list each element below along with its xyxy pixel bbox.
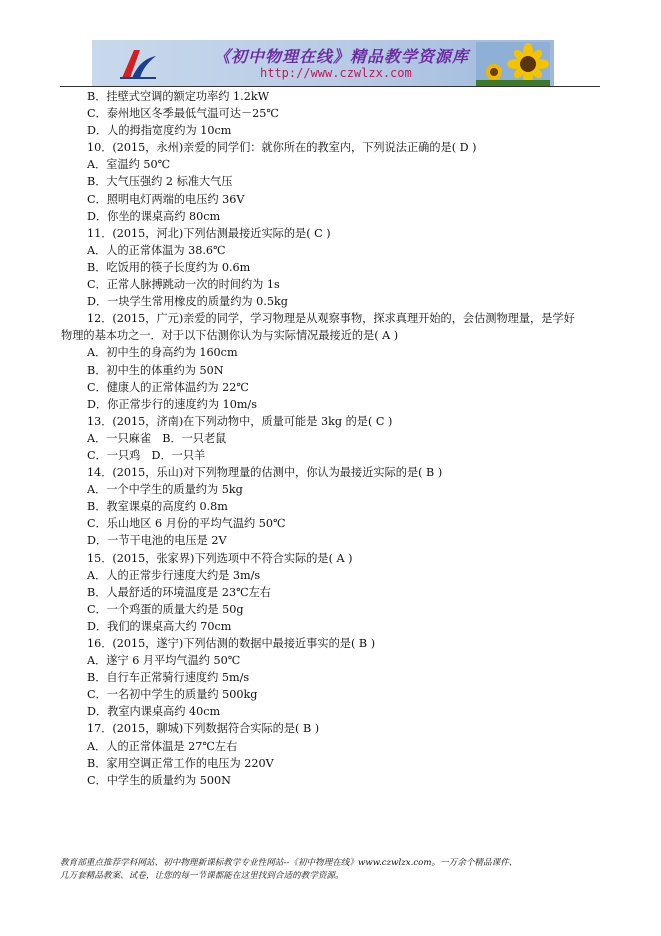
- option-line: A．人的正常步行速度大约是 3m/s: [87, 568, 261, 582]
- option-line: A．人的正常体温是 27℃左右: [87, 739, 238, 753]
- option-line: C．正常人脉搏跳动一次的时间约为 1s: [87, 278, 280, 292]
- option-line: B．人最舒适的环境温度是 23℃左右: [87, 585, 271, 599]
- option-line: A．初中生的身高约为 160cm: [87, 346, 238, 360]
- option-line: A．遂宁 6 月平均气温约 50℃: [87, 654, 241, 668]
- footer-line-2: 几万套精品教案、试卷，让您的每一节课都能在这里找到合适的教学资源。: [60, 871, 344, 881]
- option-line: B．挂壁式空调的额定功率约 1.2kW: [87, 90, 270, 103]
- option-line: B．教室课桌的高度约 0.8m: [87, 500, 228, 514]
- question-list: [61, 88, 607, 789]
- header-banner: [92, 40, 554, 86]
- option-line: C．乐山地区 6 月份的平均气温约 50℃: [87, 517, 286, 531]
- footer-line-1: 教育部重点推荐学科网站、初中物理新课标教学专业性网站--《初中物理在线》www.czwlzx.com。一万余个精品课件、: [60, 858, 518, 868]
- option-line: C．一个鸡蛋的质量大约是 50g: [87, 602, 244, 616]
- header-rule: [60, 86, 600, 87]
- option-line: D．一节干电池的电压是 2V: [87, 534, 227, 548]
- option-line: D．你坐的课桌高约 80cm: [87, 209, 221, 223]
- question-line: 13．(2015，济南)在下列动物中，质量可能是 3kg 的是( C ): [87, 414, 393, 428]
- option-line: C．健康人的正常体温约为 22℃: [87, 380, 249, 394]
- sunflower-icon: [476, 42, 550, 86]
- option-line: D．一块学生常用橡皮的质量约为 0.5kg: [87, 295, 288, 309]
- option-line: A．一只麻雀 B．一只老鼠: [87, 431, 227, 445]
- option-line: C．一名初中学生的质量约 500kg: [87, 688, 258, 702]
- site-logo-icon: [116, 44, 160, 82]
- option-line: B．初中生的体重约为 50N: [87, 363, 224, 377]
- option-line: C．一只鸡 D．一只羊: [87, 448, 206, 462]
- option-line: C．中学生的质量约为 500N: [87, 773, 231, 787]
- question-line: 15．(2015，张家界)下列选项中不符合实际的是( A ): [87, 551, 353, 565]
- option-line: B．吃饭用的筷子长度约为 0.6m: [87, 260, 251, 274]
- option-line: D．人的拇指宽度约为 10cm: [87, 124, 232, 138]
- option-line: C．泰州地区冬季最低气温可达－25℃: [87, 107, 279, 121]
- page-footer: [60, 857, 620, 883]
- banner-url[interactable]: http://www.czwlzx.com: [260, 66, 412, 80]
- question-line: 14．(2015，乐山)对下列物理量的估测中，你认为最接近实际的是( B ): [87, 466, 443, 480]
- question-line: 10．(2015，永州)亲爱的同学们：就你所在的教室内，下列说法正确的是( D ): [87, 141, 477, 155]
- option-line: D．我们的课桌高大约 70cm: [87, 619, 232, 633]
- option-line: A．室温约 50℃: [87, 158, 171, 172]
- option-line: B．自行车正常骑行速度约 5m/s: [87, 671, 250, 685]
- question-line: 12．(2015，广元)亲爱的同学，学习物理是从观察事物，探求真理开始的，会估测物理量，是学好: [87, 312, 575, 326]
- question-line: 16．(2015，遂宁)下列估测的数据中最接近事实的是( B ): [87, 637, 376, 650]
- option-line: D．教室内课桌高约 40cm: [87, 705, 221, 719]
- option-line: D．你正常步行的速度约为 10m/s: [87, 397, 257, 411]
- question-line: 17．(2015，聊城)下列数据符合实际的是( B ): [87, 722, 320, 736]
- option-line: B．大气压强约 2 标准大气压: [87, 175, 233, 189]
- option-line: B．家用空调正常工作的电压为 220V: [87, 756, 274, 770]
- option-line: A．一个中学生的质量约为 5kg: [87, 483, 243, 497]
- question-line: 11．(2015，河北)下列估测最接近实际的是( C ): [87, 226, 331, 240]
- option-line: C．照明电灯两端的电压约 36V: [87, 192, 245, 206]
- option-line: A．人的正常体温为 38.6℃: [87, 243, 226, 257]
- question-line-continued: 物理的基本功之一．对于以下估测你认为与实际情况最接近的是( A ): [61, 329, 399, 343]
- banner-title: 《初中物理在线》精品教学资源库: [214, 47, 470, 66]
